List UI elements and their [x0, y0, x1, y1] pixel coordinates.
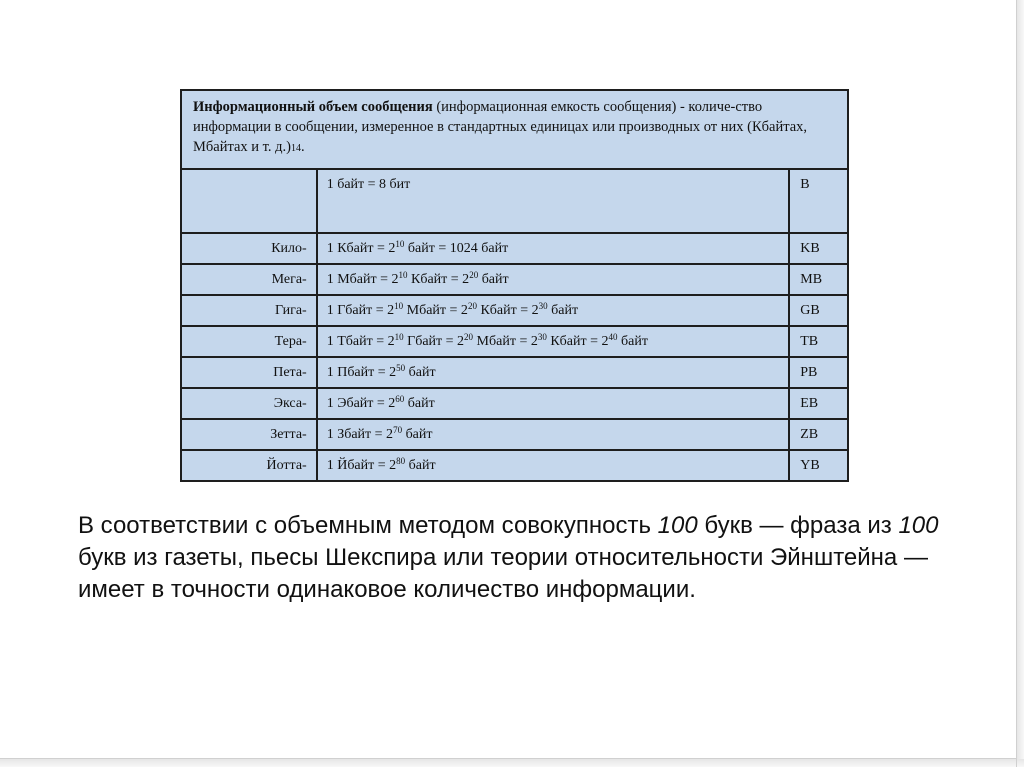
unit-formula-cell — [317, 233, 790, 264]
unit-row — [181, 264, 848, 295]
exponent: 30 — [538, 301, 548, 311]
exponent: 10 — [394, 332, 404, 342]
formula-text: байт — [405, 365, 436, 380]
unit-row — [181, 388, 848, 419]
unit-formula-cell — [317, 388, 790, 419]
formula-text: байт — [404, 396, 435, 411]
unit-abbr-cell: KB — [789, 233, 848, 264]
unit-prefix-cell: Мега- — [181, 264, 317, 295]
unit-row — [181, 450, 848, 481]
unit-row — [181, 295, 848, 326]
unit-row — [181, 419, 848, 450]
units-table — [180, 89, 849, 482]
slide-frame-shadow-bottom — [0, 759, 1024, 767]
exponent: 20 — [467, 301, 477, 311]
exponent: 60 — [395, 394, 405, 404]
formula-text: Кбайт = 2 — [546, 334, 609, 349]
exponent: 70 — [393, 425, 403, 435]
unit-formula-cell — [317, 419, 790, 450]
unit-abbr-cell: EB — [789, 388, 848, 419]
unit-prefix-cell: Экса- — [181, 388, 317, 419]
unit-abbr-cell: TB — [789, 326, 848, 357]
unit-row — [181, 233, 848, 264]
unit-prefix-cell: Зетта- — [181, 419, 317, 450]
unit-abbr-cell: MB — [789, 264, 848, 295]
formula-text: байт — [402, 427, 433, 442]
exponent: 20 — [469, 270, 479, 280]
formula-text: Мбайт = 2 — [403, 303, 468, 318]
formula-text: Гбайт = 2 — [403, 334, 465, 349]
formula-text: байт — [547, 303, 579, 318]
unit-prefix-cell: Йотта- — [181, 450, 317, 481]
units-table-body — [181, 90, 848, 481]
exponent: 20 — [464, 332, 474, 342]
definition-period: . — [301, 139, 305, 155]
definition-cell — [181, 90, 848, 169]
formula-text: байт — [405, 458, 436, 473]
unit-formula-cell — [317, 450, 790, 481]
exponent: 80 — [396, 456, 406, 466]
exponent: 10 — [395, 239, 405, 249]
unit-row — [181, 169, 848, 233]
unit-prefix-cell: Тера- — [181, 326, 317, 357]
caption-number-2: 100 — [898, 512, 939, 539]
footnote-ref: 14 — [291, 143, 302, 154]
formula-text: 1 Гбайт = 2 — [326, 303, 395, 318]
unit-abbr-cell: B — [789, 169, 848, 233]
exponent: 50 — [396, 363, 406, 373]
unit-prefix-cell: Пета- — [181, 357, 317, 388]
exponent: 30 — [537, 332, 547, 342]
unit-abbr-cell: YB — [789, 450, 848, 481]
formula-text: Кбайт = 2 — [407, 272, 470, 287]
unit-formula-cell — [317, 169, 790, 233]
slide-frame-edge-right — [1016, 0, 1017, 767]
formula-text: 1 Збайт = 2 — [326, 427, 394, 442]
exponent: 10 — [394, 301, 404, 311]
caption-number-1: 100 — [657, 512, 698, 539]
formula-text: 1 Тбайт = 2 — [326, 334, 395, 349]
formula-text: байт — [478, 272, 509, 287]
formula-text: байт = 1024 байт — [404, 241, 509, 256]
formula-text: 1 Мбайт = 2 — [326, 272, 399, 287]
caption-part-2: букв — фраза из — [697, 512, 899, 539]
unit-formula-cell — [317, 326, 790, 357]
unit-formula-cell — [317, 264, 790, 295]
formula-text: 1 Пбайт = 2 — [326, 365, 397, 380]
definition-text: (информационная емкость сообщения) - количе-ство информации в сообщении, измеренное в стандартных единицах или производных от них (Кбайтах, Мбайтах и т. д.) — [193, 99, 808, 155]
formula-text: Мбайт = 2 — [473, 334, 538, 349]
unit-row — [181, 357, 848, 388]
unit-prefix-cell — [181, 169, 317, 233]
unit-formula-cell — [317, 357, 790, 388]
slide-frame-shadow-right — [1017, 0, 1024, 767]
formula-text: 1 Эбайт = 2 — [326, 396, 396, 411]
formula-text: 1 байт = 8 бит — [326, 177, 411, 192]
formula-text: 1 Кбайт = 2 — [326, 241, 396, 256]
unit-abbr-cell: PB — [789, 357, 848, 388]
unit-row — [181, 326, 848, 357]
unit-prefix-cell: Кило- — [181, 233, 317, 264]
formula-text: 1 Йбайт = 2 — [326, 458, 397, 473]
exponent: 10 — [398, 270, 408, 280]
unit-abbr-cell: ZB — [789, 419, 848, 450]
formula-text: байт — [617, 334, 648, 349]
unit-abbr-cell: GB — [789, 295, 848, 326]
exponent: 40 — [608, 332, 618, 342]
unit-prefix-cell: Гига- — [181, 295, 317, 326]
caption-paragraph — [78, 510, 978, 606]
slide-frame-edge-bottom — [0, 758, 1017, 759]
formula-text: Кбайт = 2 — [476, 303, 539, 318]
caption-part-3: букв из газеты, пьесы Шекспира или теории относительности Эйнштейна — имеет в точности одинаковое количество информации. — [78, 544, 928, 603]
caption-part-1: В соответствии с объемным методом совокупность — [78, 512, 658, 539]
unit-formula-cell — [317, 295, 790, 326]
definition-row — [181, 90, 848, 169]
definition-term: Информационный объем сообщения — [193, 99, 433, 115]
